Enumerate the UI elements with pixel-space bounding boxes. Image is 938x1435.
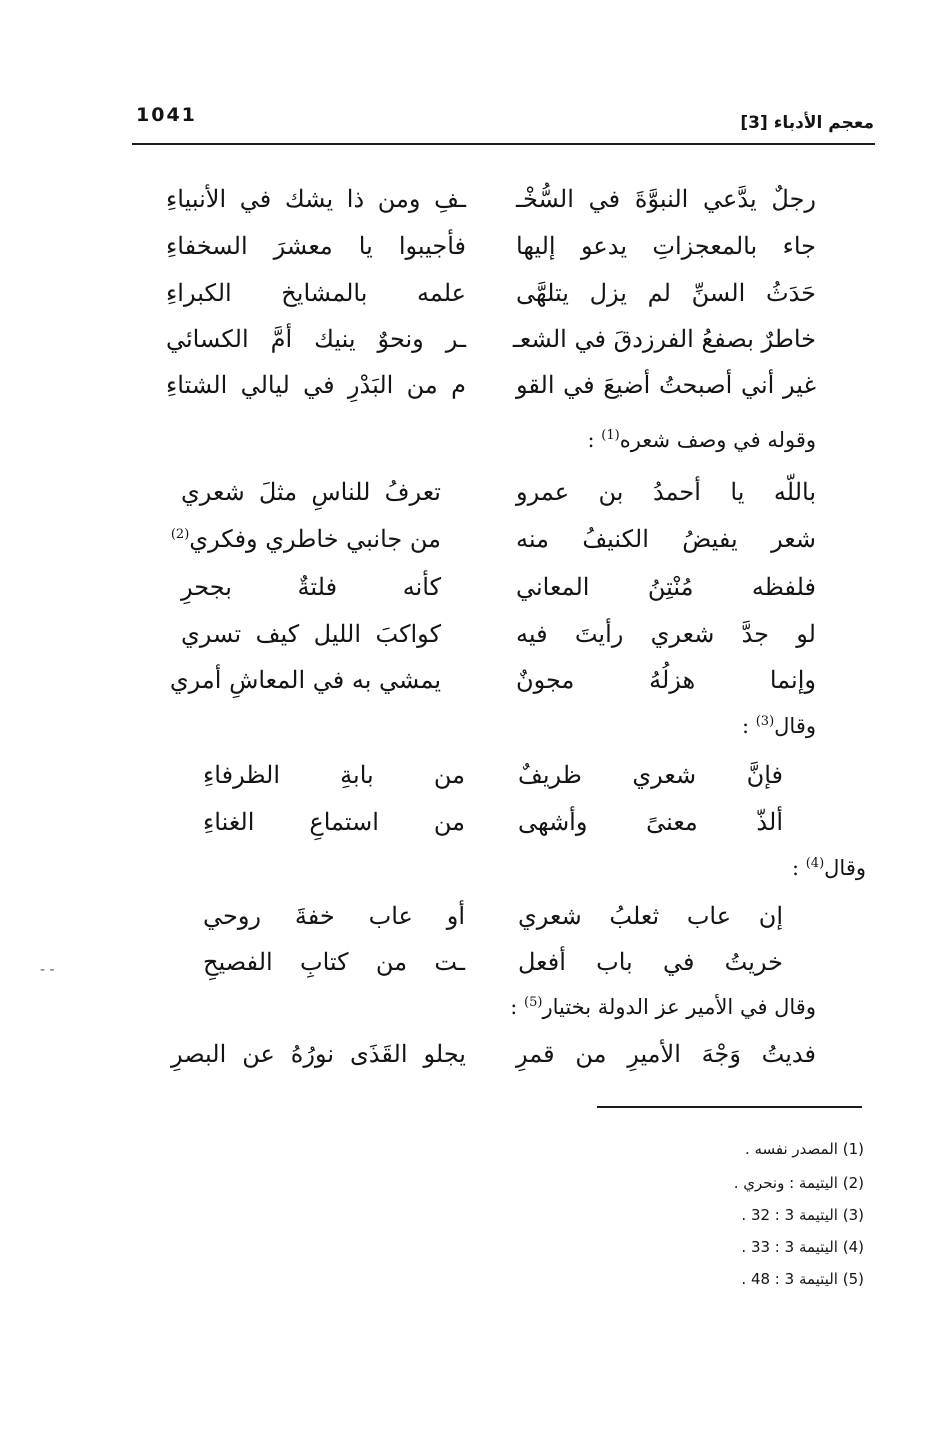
verse-first-hemistich: وإنما هزلُهُ مجونٌ: [516, 666, 816, 694]
running-title: معجم الأدباء [3]: [740, 113, 874, 133]
verse-second-hemistich-with-note: [170, 525, 441, 553]
verse-second-hemistich: يمشي به في المعاشِ أمري: [169, 666, 441, 694]
footnote-rule: [597, 1106, 862, 1108]
verse-second-hemistich: ـت من كتابِ الفصيحِ: [203, 948, 465, 976]
footnote-ref: (1): [601, 428, 620, 443]
verse-first-hemistich: لو جدَّ شعري رأيتَ فيه: [516, 620, 816, 648]
header-rule: [132, 143, 875, 145]
verse-first-hemistich: غير أني أصبحتُ أضيعَ في القو: [516, 371, 816, 399]
verse-first-hemistich: حَدَثُ السنِّ لم يزل يتلهَّى: [516, 279, 816, 307]
verse-second-hemistich: يجلو القَذَى نورُهُ عن البصرِ: [171, 1040, 466, 1068]
verse-second-hemistich: علمه بالمشايخ الكبراءِ: [166, 279, 466, 307]
section-intro: [510, 995, 816, 1019]
verse-second-hemistich: من استماعِ الغناءِ: [203, 808, 465, 836]
margin-mark: - -: [40, 962, 55, 978]
verse-first-hemistich: باللّه يا أحمدُ بن عمرو: [516, 478, 816, 506]
page-number: 1041: [136, 104, 197, 126]
footnote-ref: (5): [524, 995, 543, 1010]
intro-text: وقال: [824, 856, 866, 880]
verse-second-hemistich: كواكبَ الليل كيف تسري: [181, 620, 441, 648]
verse-first-hemistich: شعر يفيضُ الكنيفُ منه: [516, 525, 816, 553]
footnote-ref: (2): [170, 527, 190, 542]
verse-second-hemistich: ـر ونحوٌ ينيك أمَّ الكسائي: [166, 325, 466, 353]
verse-first-hemistich: إن عاب ثعلبُ شعري: [518, 902, 783, 930]
intro-colon: :: [587, 428, 602, 452]
verse-second-hemistich: ـفِ ومن ذا يشك في الأنبياءِ: [166, 185, 466, 213]
verse-second-hemistich: كأنه فلتةٌ بجحرِ: [181, 573, 441, 601]
section-intro: [588, 428, 816, 452]
verse-first-hemistich: رجلٌ يدَّعي النبوَّةَ في السُّخْـ: [516, 185, 816, 213]
footnote: (5) اليتيمة 3 : 48 .: [741, 1270, 864, 1288]
footnote: (3) اليتيمة 3 : 32 .: [741, 1206, 864, 1224]
verse-first-hemistich: فلفظه مُنْتِنُ المعاني: [516, 573, 816, 601]
verse-second-hemistich: م من البَدْرِ في ليالي الشتاءِ: [166, 371, 466, 399]
verse-second-hemistich: فأجيبوا يا معشرَ السخفاءِ: [166, 232, 466, 260]
intro-colon: :: [791, 856, 806, 880]
verse-second-hemistich: من جانبي خاطري وفكري: [189, 525, 441, 553]
verse-first-hemistich: فديتُ وَجْهَ الأميرِ من قمرِ: [516, 1040, 816, 1068]
footnote: (2) اليتيمة : ونحري .: [733, 1174, 864, 1192]
section-intro: [742, 714, 816, 738]
verse-first-hemistich: فإنَّ شعري ظريفٌ: [518, 761, 783, 789]
verse-first-hemistich: خاطرٌ بصفعُ الفرزدقَ في الشعـ: [512, 325, 816, 353]
verse-first-hemistich: خريتُ في باب أفعل: [518, 948, 783, 976]
verse-first-hemistich: جاء بالمعجزاتِ يدعو إليها: [516, 232, 816, 260]
footnote-ref: (4): [805, 856, 825, 871]
intro-colon: :: [510, 995, 525, 1019]
intro-text: وقال في الأمير عز الدولة بختيار: [542, 995, 816, 1019]
intro-text: وقال: [774, 714, 816, 738]
verse-first-hemistich: ألذّ معنىً وأشهى: [518, 808, 783, 836]
verse-second-hemistich: من بابةِ الظرفاءِ: [203, 761, 465, 789]
footnote: (4) اليتيمة 3 : 33 .: [741, 1238, 864, 1256]
verse-second-hemistich: أو عاب خفةَ روحي: [203, 902, 465, 930]
footnote-ref: (3): [755, 714, 775, 729]
intro-colon: :: [741, 714, 756, 738]
section-intro: [792, 856, 866, 880]
footnote: (1) المصدر نفسه .: [744, 1140, 864, 1158]
intro-text: وقوله في وصف شعره: [619, 428, 816, 452]
verse-second-hemistich: تعرفُ للناسِ مثلَ شعري: [181, 478, 441, 506]
